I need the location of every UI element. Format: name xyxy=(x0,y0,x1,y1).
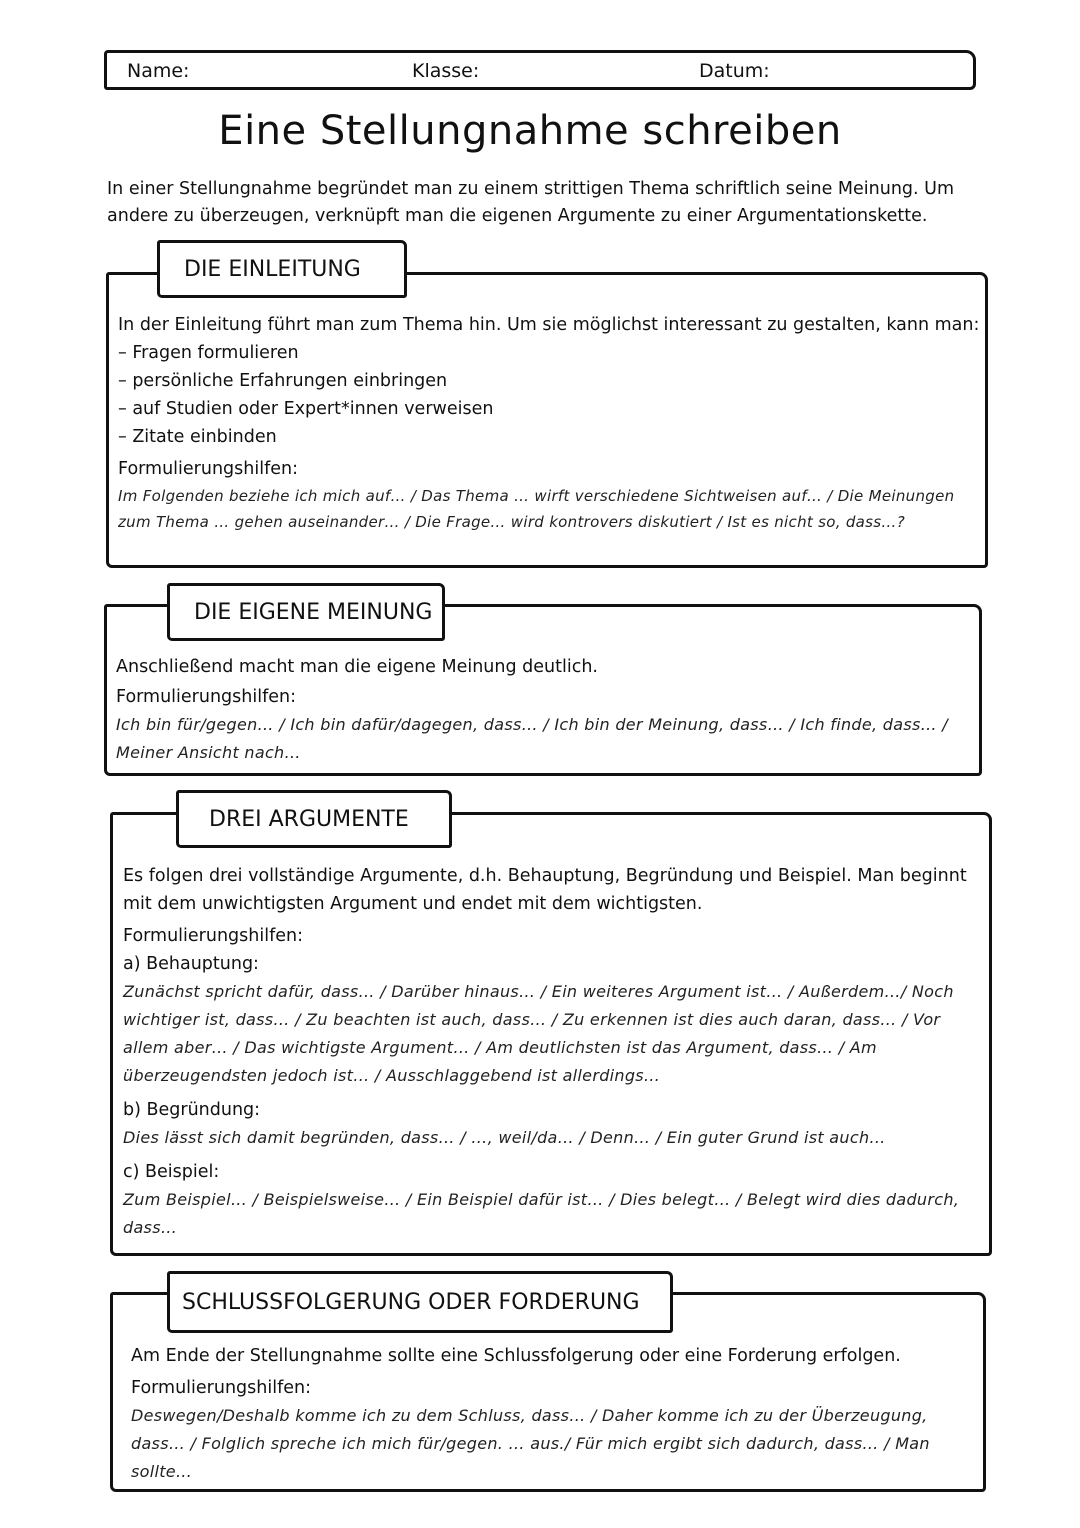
begruendung-text: Dies lässt sich damit begründen, dass… / …, weil/da… / Denn… / Ein guter Grund ist auch… xyxy=(123,1128,886,1147)
intro-text: In einer Stellungnahme begründet man zu einem strittigen Thema schriftlich seine Meinung. Um andere zu überzeugen, verknüpft man die eigenen Argumente zu einer Argumentationskette. xyxy=(107,179,955,226)
name-label: Name: xyxy=(127,60,190,82)
schluss-hilfen: Deswegen/Deshalb komme ich zu dem Schluss, dass… / Daher komme ich zu der Überzeugung, dass… / Folglich spreche ich mich für/gegen. … aus./ Für mich ergibt sich dadurch, dass… / Man sollte… xyxy=(131,1406,930,1481)
behauptung-label: a) Behauptung: xyxy=(123,954,259,974)
list-item: – persönliche Erfahrungen einbringen xyxy=(118,371,448,391)
argumente-text: Es folgen drei vollständige Argumente, d.h. Behauptung, Begründung und Beispiel. Man beginnt mit dem unwichtigsten Argument und endet mit dem wichtigsten. xyxy=(123,866,967,914)
einleitung-hilfen-label: Formulierungshilfen: xyxy=(118,459,298,479)
meinung-content xyxy=(116,653,976,767)
class-label: Klasse: xyxy=(412,60,480,82)
einleitung-hilfen: Im Folgenden beziehe ich mich auf… / Das Thema … wirft verschiedene Sichtweisen auf… / Die Meinungen zum Thema … gehen auseinander… / Die Frage… wird kontrovers diskutiert / Ist es nicht so, dass…? xyxy=(118,487,955,531)
header-bar xyxy=(104,50,976,90)
list-item: – auf Studien oder Expert*innen verweisen xyxy=(118,399,494,419)
argumente-content xyxy=(123,862,985,1242)
list-item: – Fragen formulieren xyxy=(118,343,299,363)
meinung-heading: DIE EIGENE MEINUNG xyxy=(167,583,445,641)
page-title: Eine Stellungnahme schreiben xyxy=(218,108,842,154)
beispiel-label: c) Beispiel: xyxy=(123,1162,220,1182)
schluss-text: Am Ende der Stellungnahme sollte eine Schlussfolgerung oder eine Forderung erfolgen. xyxy=(131,1346,901,1366)
meinung-hilfen-label: Formulierungshilfen: xyxy=(116,687,296,707)
behauptung-text: Zunächst spricht dafür, dass… / Darüber hinaus… / Ein weiteres Argument ist… / Außerdem…/ Noch wichtiger ist, dass… / Zu beachten ist auch, dass… / Zu erkennen ist dies auch daran, dass… / Vor allem aber… / Das wichtigste Argument… / Am deutlichsten ist das Argument, dass… / Am überzeugendsten jedoch ist… / Ausschlaggebend ist allerdings… xyxy=(123,982,954,1085)
einleitung-heading: DIE EINLEITUNG xyxy=(157,240,407,298)
schluss-content xyxy=(131,1342,977,1486)
date-label: Datum: xyxy=(699,60,770,82)
beispiel-text: Zum Beispiel… / Beispielsweise… / Ein Beispiel dafür ist… / Dies belegt… / Belegt wird dies dadurch, dass… xyxy=(123,1190,960,1237)
einleitung-content xyxy=(118,311,980,535)
meinung-hilfen: Ich bin für/gegen… / Ich bin dafür/dagegen, dass… / Ich bin der Meinung, dass… / Ich finde, dass… / Meiner Ansicht nach… xyxy=(116,715,948,762)
list-item: – Zitate einbinden xyxy=(118,427,277,447)
meinung-text: Anschließend macht man die eigene Meinung deutlich. xyxy=(116,657,598,677)
begruendung-label: b) Begründung: xyxy=(123,1100,261,1120)
schluss-hilfen-label: Formulierungshilfen: xyxy=(131,1378,311,1398)
einleitung-text: In der Einleitung führt man zum Thema hin. Um sie möglichst interessant zu gestalten, kann man: xyxy=(118,315,980,335)
argumente-hilfen-label: Formulierungshilfen: xyxy=(123,926,303,946)
argumente-heading: DREI ARGUMENTE xyxy=(176,790,452,848)
schluss-heading: SCHLUSSFOLGERUNG ODER FORDERUNG xyxy=(167,1271,673,1333)
